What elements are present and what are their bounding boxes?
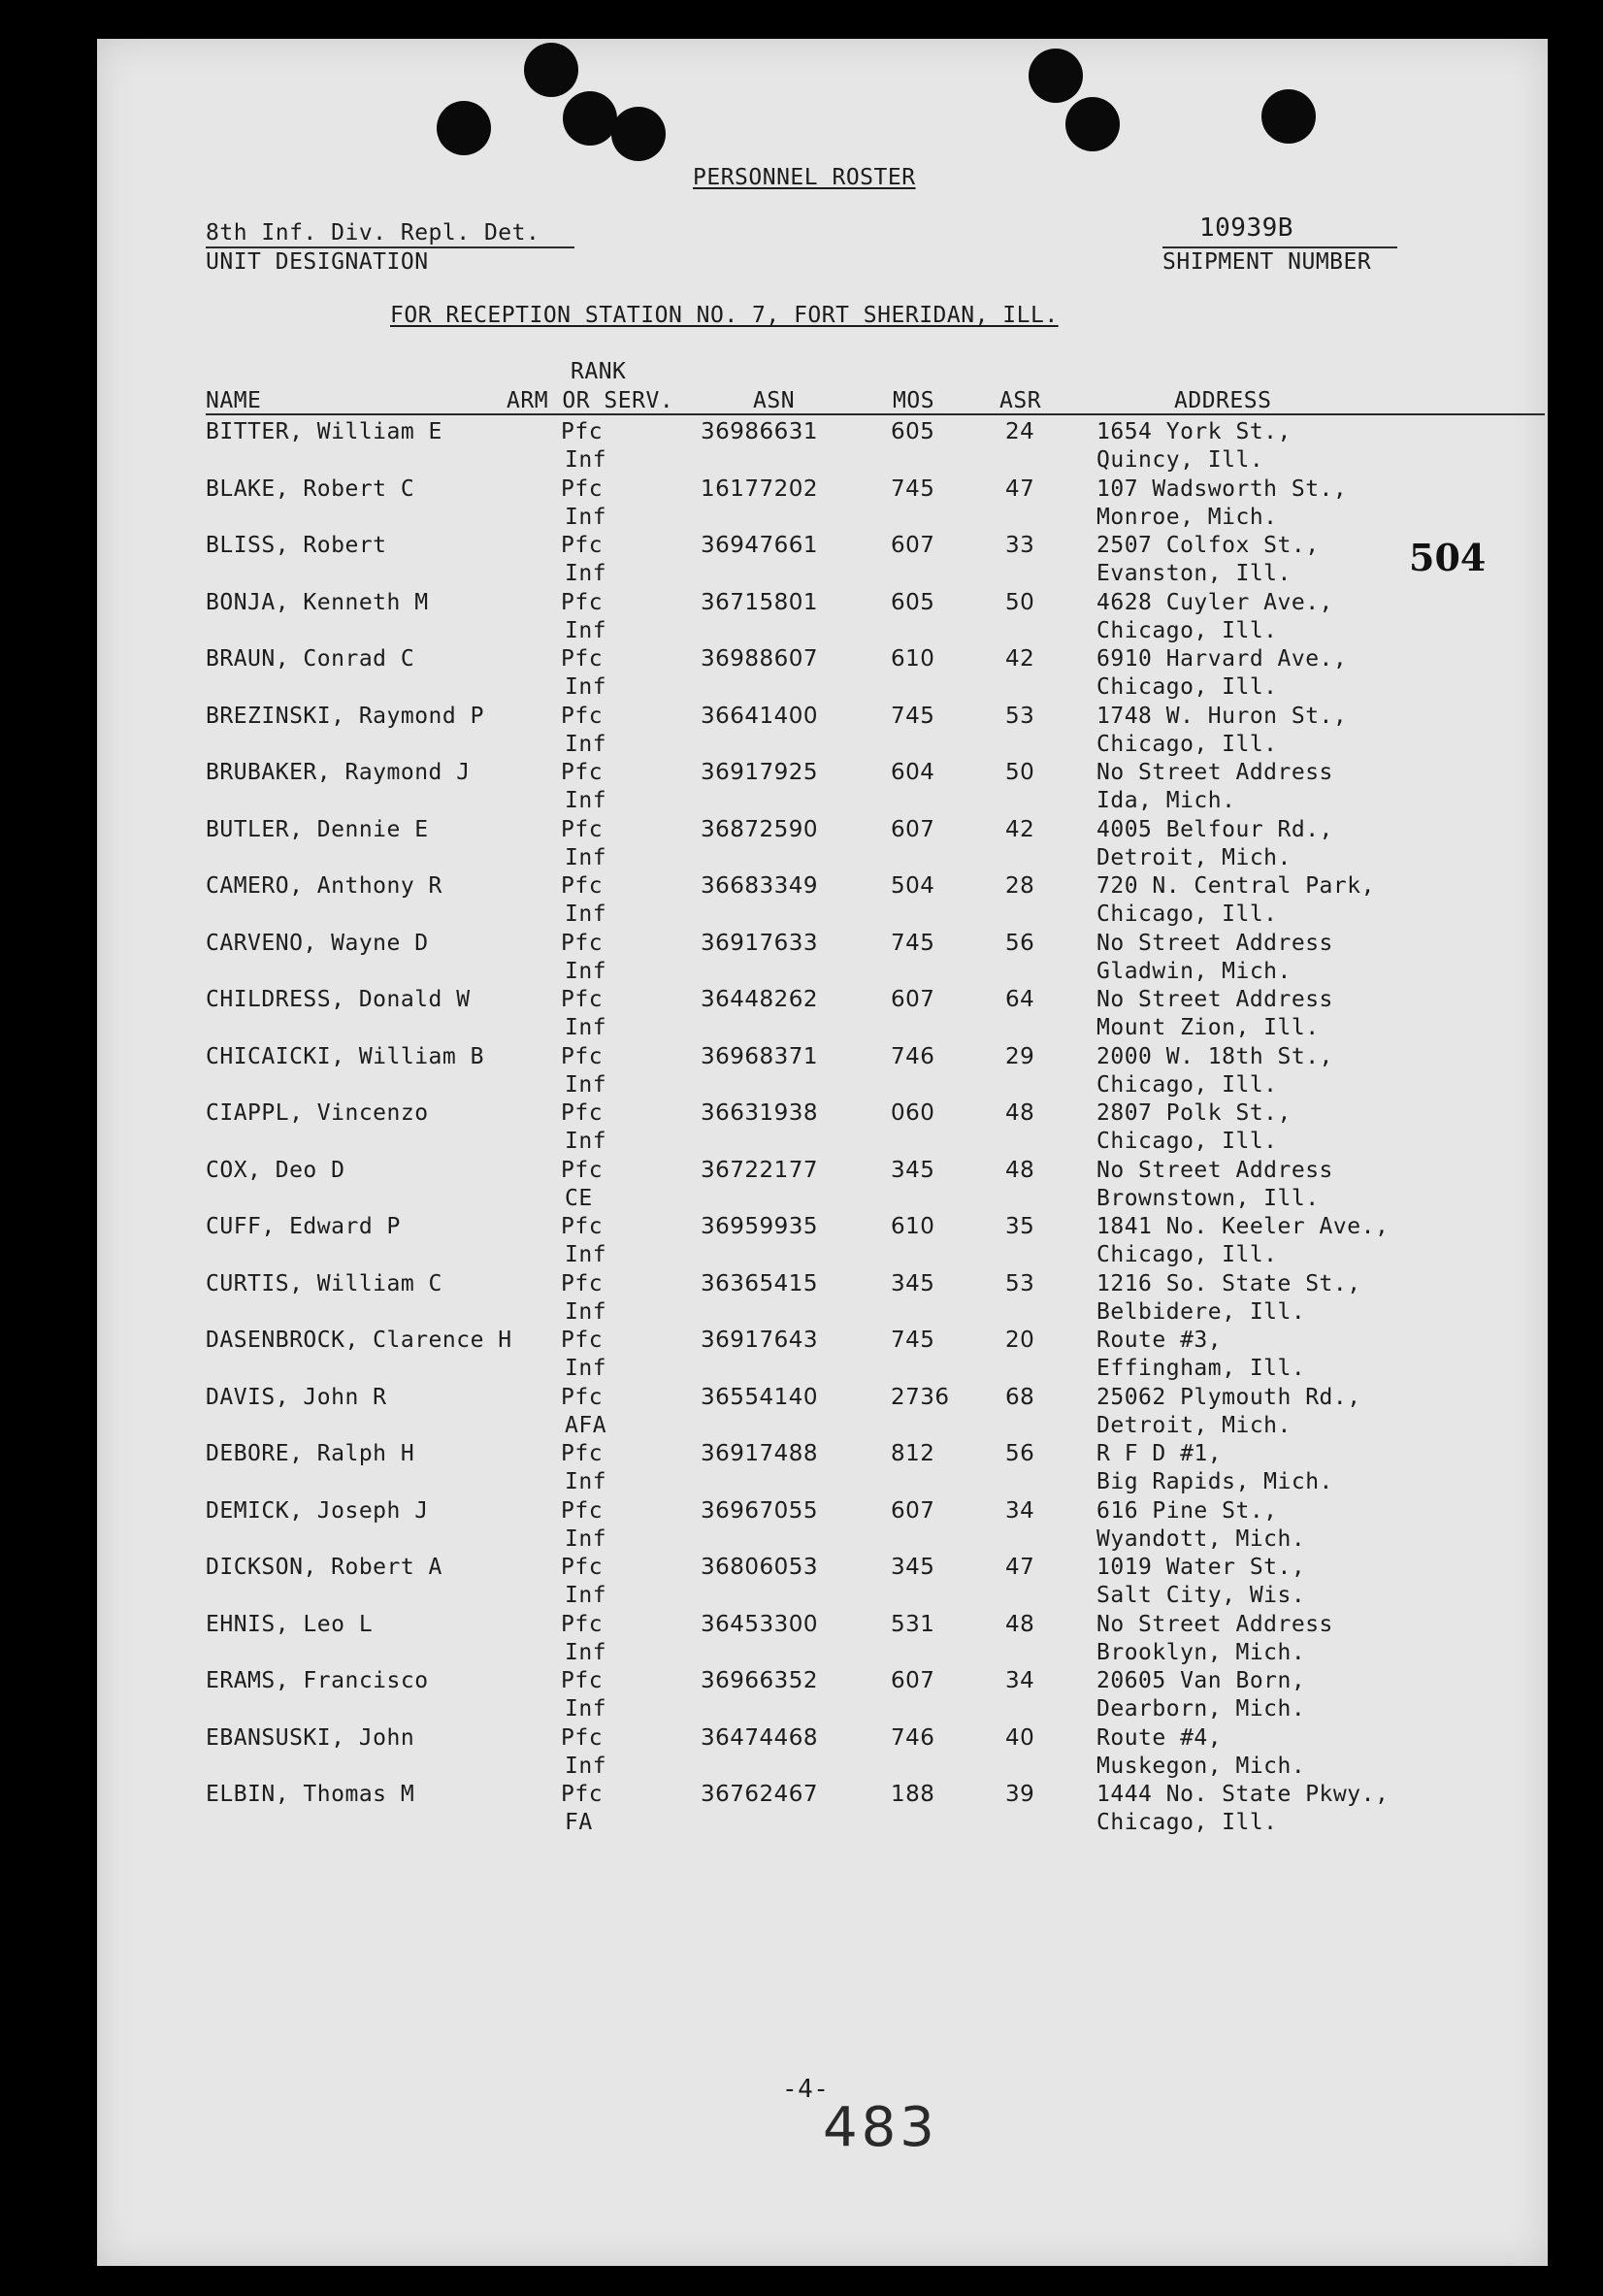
asr-cell: 50 [1005, 589, 1035, 615]
rank-cell: Pfc [561, 930, 604, 956]
name-cell: CURTIS, William C [206, 1270, 442, 1296]
arm-cell: Inf [565, 788, 607, 813]
asn-cell: 36917925 [701, 760, 819, 785]
asn-cell: 36641400 [701, 703, 819, 729]
rank-header-top: RANK [571, 359, 627, 384]
rank-cell: Pfc [561, 1441, 604, 1466]
mos-cell: 060 [891, 1100, 935, 1126]
handwritten-number: 483 [823, 2096, 938, 2159]
name-cell: BREZINSKI, Raymond P [206, 703, 484, 729]
mos-cell: 345 [891, 1555, 935, 1580]
address-line1-cell: 1216 So. State St., [1096, 1270, 1361, 1296]
rank-cell: Pfc [561, 1497, 604, 1524]
table-row [97, 1555, 1548, 1611]
rank-cell: Pfc [561, 1724, 604, 1751]
asn-cell: 36365415 [701, 1270, 819, 1296]
mos-cell: 2736 [891, 1384, 950, 1410]
arm-cell: Inf [565, 958, 607, 984]
asn-cell: 36986631 [701, 419, 819, 444]
name-header: NAME [206, 388, 262, 413]
address-line1-cell: 1748 W. Huron St., [1096, 703, 1348, 729]
asn-cell: 36474468 [701, 1724, 819, 1751]
table-row [97, 873, 1548, 930]
arm-cell: Inf [565, 844, 607, 870]
punch-hole [1261, 89, 1316, 144]
asr-cell: 48 [1005, 1157, 1035, 1183]
mos-header: MOS [893, 388, 935, 413]
asn-cell: 36722177 [701, 1157, 819, 1183]
address-line2-cell: Mount Zion, Ill. [1096, 1015, 1320, 1040]
stamp-number: 504 [1409, 536, 1487, 579]
address-line1-cell: 6910 Harvard Ave., [1096, 646, 1348, 672]
mos-cell: 746 [891, 1043, 935, 1069]
name-cell: CUFF, Edward P [206, 1214, 401, 1239]
arm-cell: Inf [565, 1015, 607, 1040]
address-line2-cell: Evanston, Ill. [1096, 561, 1292, 586]
punch-hole [1029, 49, 1083, 103]
asr-cell: 48 [1005, 1100, 1035, 1126]
punch-hole [524, 43, 578, 97]
arm-cell: Inf [565, 1696, 607, 1722]
arm-cell: Inf [565, 1469, 607, 1494]
asn-cell: 36988607 [701, 646, 819, 672]
asr-cell: 48 [1005, 1611, 1035, 1637]
name-cell: BLAKE, Robert C [206, 476, 415, 502]
address-line1-cell: 720 N. Central Park, [1096, 873, 1375, 899]
name-cell: ERAMS, Francisco [206, 1668, 429, 1693]
arm-cell: Inf [565, 1753, 607, 1779]
rank-cell: Pfc [561, 1668, 604, 1693]
address-line1-cell: 1654 York St., [1096, 419, 1292, 444]
rank-cell: Pfc [561, 1555, 604, 1580]
arm-cell: Inf [565, 1356, 607, 1381]
name-cell: CIAPPL, Vincenzo [206, 1100, 429, 1126]
name-cell: CHILDRESS, Donald W [206, 987, 471, 1012]
rank-cell: Pfc [561, 589, 604, 615]
address-line1-cell: 1841 No. Keeler Ave., [1096, 1214, 1390, 1239]
roster-page [97, 39, 1548, 2266]
rank-cell: Pfc [561, 873, 604, 899]
address-line2-cell: Belbidere, Ill. [1096, 1298, 1306, 1325]
arm-cell: Inf [565, 1525, 607, 1552]
arm-cell: Inf [565, 674, 607, 700]
name-cell: BITTER, William E [206, 419, 442, 444]
unit-designation-value: 8th Inf. Div. Repl. Det. [206, 220, 540, 246]
table-row [97, 1271, 1548, 1328]
address-line1-cell: 1444 No. State Pkwy., [1096, 1782, 1390, 1807]
table-row [97, 1385, 1548, 1441]
asn-cell: 36806053 [701, 1555, 819, 1580]
address-line1-cell: 2807 Polk St., [1096, 1100, 1292, 1126]
header-rule [206, 413, 1545, 415]
asr-cell: 42 [1005, 816, 1035, 842]
address-line2-cell: Quincy, Ill. [1096, 447, 1264, 473]
address-line1-cell: No Street Address [1096, 1157, 1333, 1183]
asn-cell: 36762467 [701, 1782, 819, 1807]
mos-cell: 607 [891, 533, 935, 558]
rank-cell: Pfc [561, 646, 604, 672]
arm-cell: Inf [565, 447, 607, 473]
asn-cell: 36554140 [701, 1384, 819, 1410]
asr-cell: 56 [1005, 1441, 1035, 1466]
shipment-number-label: SHIPMENT NUMBER [1162, 249, 1372, 275]
asn-cell: 36917633 [701, 930, 819, 956]
arm-cell: CE [565, 1185, 593, 1211]
shipment-rule [1162, 246, 1397, 248]
name-cell: BONJA, Kenneth M [206, 589, 429, 615]
name-cell: COX, Deo D [206, 1157, 345, 1183]
arm-cell: Inf [565, 504, 607, 530]
rank-cell: Pfc [561, 1157, 604, 1183]
mos-cell: 745 [891, 930, 935, 956]
mos-cell: 604 [891, 760, 935, 785]
asn-cell: 36715801 [701, 589, 819, 615]
rank-cell: Pfc [561, 533, 604, 558]
address-line2-cell: Chicago, Ill. [1096, 1071, 1278, 1098]
table-row [97, 1498, 1548, 1555]
table-row [97, 1100, 1548, 1157]
unit-rule [206, 246, 574, 248]
arm-cell: Inf [565, 1129, 607, 1154]
reception-station: FOR RECEPTION STATION NO. 7, FORT SHERIDAN, ILL. [390, 303, 1059, 328]
asr-cell: 34 [1005, 1668, 1035, 1693]
table-row [97, 931, 1548, 987]
mos-cell: 745 [891, 703, 935, 729]
page-number: -4- [782, 2075, 830, 2104]
mos-cell: 610 [891, 1214, 935, 1239]
name-cell: EHNIS, Leo L [206, 1611, 374, 1637]
address-line2-cell: Salt City, Wis. [1096, 1583, 1306, 1608]
address-line2-cell: Chicago, Ill. [1096, 1129, 1278, 1154]
table-row [97, 1441, 1548, 1497]
address-line2-cell: Chicago, Ill. [1096, 902, 1278, 927]
name-cell: CARVENO, Wayne D [206, 930, 429, 956]
table-row [97, 987, 1548, 1043]
rank-cell: Pfc [561, 1328, 604, 1353]
asr-cell: 33 [1005, 533, 1035, 558]
asn-cell: 36959935 [701, 1214, 819, 1239]
mos-cell: 605 [891, 419, 935, 444]
mos-cell: 745 [891, 1328, 935, 1353]
mos-cell: 610 [891, 646, 935, 672]
mos-cell: 607 [891, 1668, 935, 1693]
table-row [97, 1725, 1548, 1782]
table-row [97, 1328, 1548, 1384]
address-line2-cell: Muskegon, Mich. [1096, 1753, 1306, 1779]
rank-cell: Pfc [561, 1214, 604, 1239]
unit-designation-label: UNIT DESIGNATION [206, 249, 429, 275]
rank-cell: Pfc [561, 987, 604, 1012]
mos-cell: 607 [891, 816, 935, 842]
address-line1-cell: 616 Pine St., [1096, 1497, 1278, 1524]
name-cell: BRAUN, Conrad C [206, 646, 415, 672]
asn-cell: 36917643 [701, 1328, 819, 1353]
address-line2-cell: Effingham, Ill. [1096, 1356, 1306, 1381]
asn-cell: 36947661 [701, 533, 819, 558]
table-row [97, 817, 1548, 873]
rank-cell: Pfc [561, 1043, 604, 1069]
asr-cell: 34 [1005, 1497, 1035, 1524]
asr-cell: 20 [1005, 1328, 1035, 1353]
asr-cell: 53 [1005, 1270, 1035, 1296]
address-line1-cell: No Street Address [1096, 760, 1333, 785]
mos-cell: 746 [891, 1724, 935, 1751]
asn-cell: 36968371 [701, 1043, 819, 1069]
name-cell: CAMERO, Anthony R [206, 873, 442, 899]
asn-cell: 36966352 [701, 1668, 819, 1693]
asr-cell: 50 [1005, 760, 1035, 785]
asr-cell: 29 [1005, 1043, 1035, 1069]
address-line1-cell: 1019 Water St., [1096, 1555, 1306, 1580]
table-row [97, 704, 1548, 760]
address-line1-cell: R F D #1, [1096, 1441, 1223, 1466]
asn-cell: 36453300 [701, 1611, 819, 1637]
table-row [97, 1782, 1548, 1838]
address-line2-cell: Monroe, Mich. [1096, 504, 1278, 530]
table-row [97, 1214, 1548, 1270]
table-row [97, 419, 1548, 476]
arm-cell: Inf [565, 1298, 607, 1325]
mos-cell: 607 [891, 987, 935, 1012]
address-line1-cell: No Street Address [1096, 930, 1333, 956]
address-line1-cell: 2000 W. 18th St., [1096, 1043, 1333, 1069]
name-cell: DICKSON, Robert A [206, 1555, 442, 1580]
asr-cell: 42 [1005, 646, 1035, 672]
address-line1-cell: Route #3, [1096, 1328, 1223, 1353]
arm-cell: Inf [565, 902, 607, 927]
arm-cell: Inf [565, 1639, 607, 1665]
table-row [97, 1158, 1548, 1214]
name-cell: DASENBROCK, Clarence H [206, 1328, 512, 1353]
table-row [97, 646, 1548, 703]
name-cell: BRUBAKER, Raymond J [206, 760, 471, 785]
asr-cell: 53 [1005, 703, 1035, 729]
address-line1-cell: No Street Address [1096, 987, 1333, 1012]
address-line1-cell: 2507 Colfox St., [1096, 533, 1320, 558]
mos-cell: 504 [891, 873, 935, 899]
shipment-number-value: 10939B [1199, 213, 1293, 243]
name-cell: DAVIS, John R [206, 1384, 387, 1410]
table-row [97, 533, 1548, 589]
address-line2-cell: Chicago, Ill. [1096, 731, 1278, 757]
address-line1-cell: No Street Address [1096, 1611, 1333, 1637]
punch-hole [611, 107, 666, 161]
punch-hole [437, 101, 491, 155]
arm-cell: FA [565, 1810, 593, 1835]
asn-cell: 16177202 [701, 476, 819, 502]
asr-cell: 47 [1005, 476, 1035, 502]
arm-cell: Inf [565, 1242, 607, 1267]
asr-cell: 47 [1005, 1555, 1035, 1580]
punch-hole [563, 91, 617, 146]
asr-cell: 35 [1005, 1214, 1035, 1239]
asr-cell: 56 [1005, 930, 1035, 956]
name-cell: CHICAICKI, William B [206, 1043, 484, 1069]
address-line2-cell: Dearborn, Mich. [1096, 1696, 1306, 1722]
table-row [97, 1668, 1548, 1724]
table-row [97, 1044, 1548, 1100]
address-line2-cell: Big Rapids, Mich. [1096, 1469, 1333, 1494]
mos-cell: 345 [891, 1270, 935, 1296]
address-line2-cell: Chicago, Ill. [1096, 1810, 1278, 1835]
address-header: ADDRESS [1174, 388, 1272, 413]
asn-cell: 36872590 [701, 816, 819, 842]
table-row [97, 760, 1548, 816]
rank-cell: Pfc [561, 1611, 604, 1637]
asn-cell: 36448262 [701, 987, 819, 1012]
arm-cell: Inf [565, 731, 607, 757]
table-row [97, 590, 1548, 646]
address-line2-cell: Brooklyn, Mich. [1096, 1639, 1306, 1665]
document-title: PERSONNEL ROSTER [693, 165, 916, 190]
asr-cell: 39 [1005, 1782, 1035, 1807]
asn-cell: 36631938 [701, 1100, 819, 1126]
rank-cell: Pfc [561, 1100, 604, 1126]
rank-cell: Pfc [561, 760, 604, 785]
asn-cell: 36683349 [701, 873, 819, 899]
address-line1-cell: 107 Wadsworth St., [1096, 476, 1348, 502]
asr-cell: 64 [1005, 987, 1035, 1012]
asr-cell: 24 [1005, 419, 1035, 444]
mos-cell: 745 [891, 476, 935, 502]
address-line2-cell: Chicago, Ill. [1096, 1242, 1278, 1267]
address-line2-cell: Detroit, Mich. [1096, 844, 1292, 870]
asr-cell: 68 [1005, 1384, 1035, 1410]
arm-cell: Inf [565, 617, 607, 643]
table-row [97, 476, 1548, 533]
rank-cell: Pfc [561, 1270, 604, 1296]
address-line1-cell: 25062 Plymouth Rd., [1096, 1384, 1361, 1410]
asn-cell: 36917488 [701, 1441, 819, 1466]
name-cell: DEMICK, Joseph J [206, 1497, 429, 1524]
mos-cell: 812 [891, 1441, 935, 1466]
address-line1-cell: 4005 Belfour Rd., [1096, 816, 1333, 842]
table-row [97, 1612, 1548, 1668]
rank-cell: Pfc [561, 1384, 604, 1410]
mos-cell: 188 [891, 1782, 935, 1807]
mos-cell: 605 [891, 589, 935, 615]
address-line1-cell: Route #4, [1096, 1724, 1223, 1751]
arm-cell: Inf [565, 561, 607, 586]
rank-cell: Pfc [561, 1782, 604, 1807]
asn-header: ASN [753, 388, 796, 413]
asr-cell: 40 [1005, 1724, 1035, 1751]
mos-cell: 531 [891, 1611, 935, 1637]
address-line2-cell: Gladwin, Mich. [1096, 958, 1292, 984]
address-line2-cell: Chicago, Ill. [1096, 674, 1278, 700]
address-line1-cell: 20605 Van Born, [1096, 1668, 1306, 1693]
rank-cell: Pfc [561, 476, 604, 502]
rank-cell: Pfc [561, 419, 604, 444]
arm-cell: Inf [565, 1583, 607, 1608]
rank-header-bottom: ARM OR SERV. [507, 388, 674, 413]
address-line2-cell: Ida, Mich. [1096, 788, 1236, 813]
rank-cell: Pfc [561, 703, 604, 729]
name-cell: BUTLER, Dennie E [206, 816, 429, 842]
name-cell: BLISS, Robert [206, 533, 387, 558]
mos-cell: 345 [891, 1157, 935, 1183]
arm-cell: AFA [565, 1412, 607, 1438]
name-cell: EBANSUSKI, John [206, 1724, 415, 1751]
punch-hole [1065, 97, 1120, 151]
rank-cell: Pfc [561, 816, 604, 842]
address-line1-cell: 4628 Cuyler Ave., [1096, 589, 1333, 615]
address-line2-cell: Wyandott, Mich. [1096, 1525, 1306, 1552]
name-cell: DEBORE, Ralph H [206, 1441, 415, 1466]
address-line2-cell: Detroit, Mich. [1096, 1412, 1292, 1438]
asn-cell: 36967055 [701, 1497, 819, 1524]
asr-cell: 28 [1005, 873, 1035, 899]
name-cell: ELBIN, Thomas M [206, 1782, 415, 1807]
address-line2-cell: Chicago, Ill. [1096, 617, 1278, 643]
asr-header: ASR [999, 388, 1042, 413]
address-line2-cell: Brownstown, Ill. [1096, 1185, 1320, 1211]
arm-cell: Inf [565, 1071, 607, 1098]
mos-cell: 607 [891, 1497, 935, 1524]
